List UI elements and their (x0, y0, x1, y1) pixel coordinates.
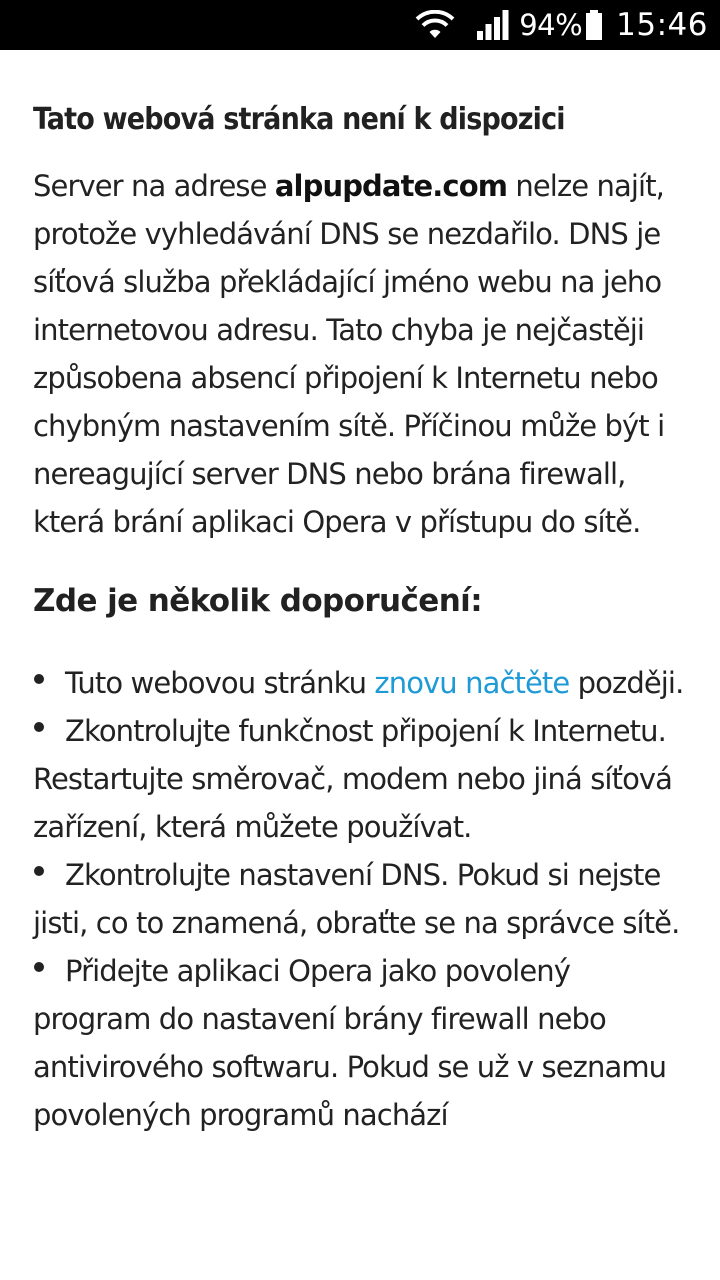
error-page (0, 50, 720, 1280)
bullet-icon (33, 731, 65, 741)
bullet-icon (33, 875, 65, 885)
suggestions-heading: Zde je několik doporučení: (33, 583, 482, 619)
suggestion-text: později. (569, 666, 684, 700)
desc-text-end: nelze najít, protože vyhledávání DNS se nezdařilo. DNS je síťová služba překládající jméno webu na jeho internetovou adresu. Tato chyba je nejčastěji způsobena absencí připojení k Internetu nebo chybným nastavením sítě. Příčinou může být i nereagující server DNS nebo brána firewall, která brání aplikaci Opera v přístupu do sítě. (33, 169, 665, 539)
bullet-icon (33, 971, 65, 981)
suggestion-text: Zkontrolujte funkčnost připojení k Internetu. Restartujte směrovač, modem nebo jiná síťová zařízení, která můžete používat. (33, 714, 673, 844)
desc-text-start: Server na adrese (33, 169, 275, 203)
status-bar (0, 0, 720, 50)
reload-link[interactable]: znovu načtěte (374, 666, 570, 700)
battery-percent: 94% (519, 8, 583, 42)
suggestion-reload (33, 659, 687, 707)
clock: 15:46 (616, 7, 708, 43)
domain-name: alpupdate.com (274, 169, 508, 203)
bullet-icon (33, 683, 65, 693)
suggestion-check-dns (33, 851, 687, 947)
suggestion-text: Přidejte aplikaci Opera jako povolený program do nastavení brány firewall nebo antivirového softwaru. Pokud se už v seznamu povolených programů nachází (33, 954, 667, 1132)
page-title: Tato webová stránka není k dispozici (33, 102, 565, 137)
error-description (33, 162, 687, 546)
wifi-icon (415, 10, 455, 40)
suggestion-firewall (33, 947, 687, 1139)
suggestion-text: Zkontrolujte nastavení DNS. Pokud si nejste jisti, co to znamená, obraťte se na správce sítě. (33, 858, 680, 940)
cell-signal-icon (477, 10, 509, 40)
battery-icon (586, 10, 602, 40)
suggestion-text: Tuto webovou stránku (65, 666, 375, 700)
suggestions-list (33, 659, 687, 1139)
suggestion-check-connection (33, 707, 687, 851)
